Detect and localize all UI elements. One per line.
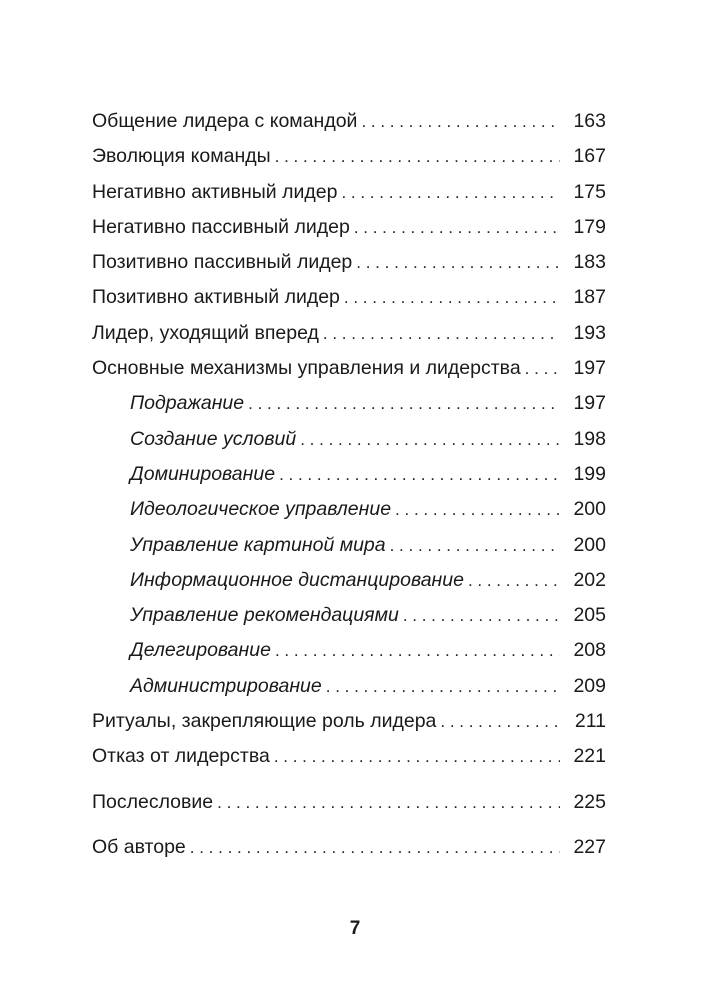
toc-entry-title: Управление картиной мира [130,533,386,556]
toc-entry [92,245,606,280]
toc-entry [92,830,606,865]
toc-subentry [92,492,606,527]
toc-entry-title: Позитивно пассивный лидер [92,251,353,274]
toc-entry-page: 221 [573,745,606,768]
toc-entry [92,139,606,174]
dot-leader [300,422,560,457]
toc-entry-title: Создание условий [130,427,297,450]
toc-subentry [92,457,606,492]
toc-entry-page: 179 [573,215,606,238]
toc-entry-title: Администрирование [130,674,322,697]
dot-leader [341,175,560,210]
toc-entry-page: 193 [573,321,606,344]
toc-entry-title: Основные механизмы управления и лидерства [92,357,521,380]
toc-entry-page: 200 [573,498,606,521]
dot-leader [344,280,560,315]
toc-entry-page: 199 [573,462,606,485]
toc-subentry [92,422,606,457]
toc-entry-title: Отказ от лидерства [92,745,270,768]
toc-entry [92,104,606,139]
toc-entry-title: Послесловие [92,790,214,813]
toc-entry-page: 225 [573,790,606,813]
dot-leader [395,492,560,527]
toc-entry [92,316,606,351]
toc-entry-title: Негативно активный лидер [92,180,338,203]
toc-entry-title: Об авторе [92,835,186,858]
toc-entry-title: Доминирование [130,462,276,485]
dot-leader [275,633,560,668]
toc-entry-page: 211 [574,710,606,733]
toc-subentry [92,528,606,563]
toc-entry [92,785,606,820]
toc-entry-page: 163 [573,110,606,132]
dot-leader [248,386,560,421]
dot-leader [525,351,560,386]
dot-leader [354,210,560,245]
toc-entry-page: 167 [573,145,606,168]
dot-leader [274,739,560,774]
toc-entry-page: 209 [573,674,606,697]
toc-entry-page: 227 [573,835,606,858]
dot-leader [440,704,560,739]
toc-entry [92,280,606,315]
toc-entry-title: Негативно пассивный лидер [92,215,350,238]
toc-entry-page: 197 [573,357,606,380]
table-of-contents [92,104,606,865]
toc-subentry [92,598,606,633]
toc-entry-page: 183 [573,251,606,274]
toc-entry-title: Ритуалы, закрепляющие роль лидера [92,710,437,733]
toc-entry-page: 202 [573,568,606,591]
dot-leader [356,245,560,280]
dot-leader [275,139,560,174]
toc-entry [92,175,606,210]
toc-entry [92,739,606,774]
toc-subentry [92,563,606,598]
toc-subentry [92,386,606,421]
toc-entry-title: Управление рекомендациями [130,604,399,627]
toc-entry [92,210,606,245]
toc-entry-title: Позитивно активный лидер [92,286,340,309]
dot-leader [390,528,560,563]
dot-leader [361,104,560,139]
toc-entry-title: Информационное дистанцирование [130,568,464,591]
toc-entry-page: 205 [573,604,606,627]
toc-entry-title: Общение лидера с командой [92,110,358,132]
toc-entry-page: 187 [573,286,606,309]
toc-subentry [92,669,606,704]
toc-entry-title: Лидер, уходящий вперед [92,321,319,344]
toc-entry-page: 197 [573,392,606,415]
dot-leader [403,598,560,633]
toc-entry-title: Эволюция команды [92,145,271,168]
toc-entry [92,704,606,739]
dot-leader [217,785,560,820]
toc-entry-page: 175 [573,180,606,203]
toc-entry-page: 200 [573,533,606,556]
toc-entry-title: Идеологическое управление [130,498,392,521]
page-number: 7 [349,918,361,939]
toc-entry-page: 198 [573,427,606,450]
toc-subentry [92,633,606,668]
toc-entry-page: 208 [573,639,606,662]
toc-entry-title: Делегирование [130,639,271,662]
dot-leader [323,316,560,351]
toc-entry-title: Подражание [130,392,245,415]
dot-leader [279,457,560,492]
dot-leader [326,669,560,704]
dot-leader [468,563,560,598]
dot-leader [190,830,560,865]
toc-entry [92,351,606,386]
